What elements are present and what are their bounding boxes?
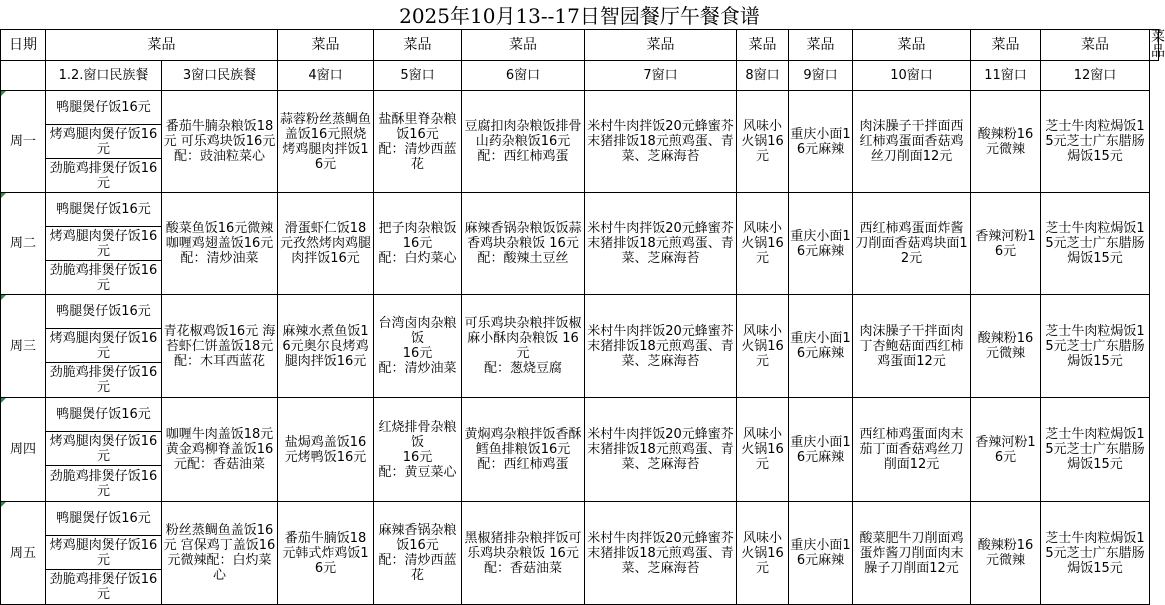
window12-item: 劲脆鸡排煲仔饭16元 (46, 261, 162, 295)
menu-text: 滑蛋虾仁饭18元孜然烤肉鸡腿肉拌饭16元 (279, 221, 371, 266)
menu-text: 芝士牛肉粒焗饭15元芝士广东腊肠焗饭15元 (1045, 119, 1145, 164)
menu-cell (278, 398, 374, 502)
header-row (1, 30, 1159, 61)
date-header: 日期 (1, 30, 46, 61)
menu-text: 香辣河粉16元 (975, 228, 1036, 259)
window12-item: 鸭腿煲仔饭16元 (46, 91, 162, 125)
menu-text: 芝士牛肉粒焗饭15元芝士广东腊肠焗饭15元 (1045, 221, 1145, 266)
menu-cell (737, 91, 789, 193)
menu-cell (789, 502, 853, 605)
menu-text: 盐焗鸡盖饭16元烤鸭饭16元 (284, 434, 367, 465)
menu-cell (853, 502, 971, 605)
menu-cell (1041, 398, 1150, 502)
menu-text: 番茄牛腩饭18元韩式炸鸡饭16元 (282, 530, 369, 576)
menu-text: 盐酥里脊杂粮饭16元 配：清炒西蓝花 (378, 111, 457, 172)
window12-item: 鸭腿煲仔饭16元 (46, 295, 162, 329)
menu-cell (971, 193, 1041, 295)
dish-header: 菜品 (1041, 30, 1150, 61)
menu-text: 红烧排骨杂粮饭 16元 配：黄豆菜心 (378, 419, 457, 480)
window-header: 5窗口 (374, 61, 462, 91)
menu-cell (162, 502, 278, 605)
menu-text: 可乐鸡块杂粮拌饭椒麻小酥肉杂粮饭 16元 配：葱烧豆腐 (464, 316, 582, 376)
dish-header: 菜品 (585, 30, 737, 61)
menu-cell (853, 91, 971, 193)
window12-item: 劲脆鸡排煲仔饭16元 (46, 570, 162, 605)
menu-text: 重庆小面16元麻辣 (790, 126, 851, 157)
menu-text: 风味小火锅16元 (741, 427, 784, 472)
dish-header: 菜品 (1151, 29, 1165, 60)
cell-marker (1, 295, 6, 300)
menu-text: 重庆小面16元麻辣 (790, 434, 851, 465)
day-label (1, 295, 46, 398)
day-row (1, 295, 1159, 329)
window-header: 12窗口 (1041, 61, 1150, 91)
dish-header: 菜品 (971, 30, 1041, 61)
menu-text: 酸菜肥牛刀削面鸡蛋炸酱刀削面肉末臊子刀削面12元 (859, 530, 964, 576)
menu-cell (374, 91, 462, 193)
menu-cell (853, 398, 971, 502)
menu-cell (737, 193, 789, 295)
menu-text: 黄焖鸡杂粮拌饭香酥鳕鱼排粮饭16元 配：西红柿鸡蛋 (464, 427, 582, 472)
window-header: 8窗口 (737, 61, 789, 91)
menu-text: 酸辣粉16元微辣 (977, 126, 1034, 157)
dish-header: 菜品 (374, 30, 462, 61)
menu-text: 番茄牛腩杂粮饭18元 可乐鸡块饭16元配：豉油粒菜心 (163, 119, 276, 164)
menu-text: 青花椒鸡饭16元 海苔虾仁饼盖饭18元配：木耳西蓝花 (163, 323, 276, 369)
window12-item: 鸭腿煲仔饭16元 (46, 193, 162, 227)
menu-cell (585, 193, 737, 295)
menu-cell (1041, 295, 1150, 398)
menu-text: 肉沫臊子干拌面西红柿鸡蛋面香菇鸡丝刀削面12元 (859, 119, 964, 164)
menu-cell (374, 502, 462, 605)
dish-header: 菜品 (789, 30, 853, 61)
menu-text: 米村牛肉拌饭20元蜂蜜芥末猪排饭18元煎鸡蛋、青菜、芝麻海苔 (587, 221, 734, 266)
menu-cell (278, 91, 374, 193)
dish-header: 菜品 (462, 30, 585, 61)
cell-marker (1, 502, 6, 507)
menu-text: 粉丝蒸鲷鱼盖饭16元 宫保鸡丁盖饭16元微辣配：白灼菜心 (163, 523, 276, 583)
window12-item: 烤鸡腿肉煲仔饭16元 (46, 329, 162, 363)
window-header: 6窗口 (462, 61, 585, 91)
menu-cell (789, 193, 853, 295)
menu-text: 重庆小面16元麻辣 (790, 538, 851, 568)
day-text: 周五 (9, 545, 36, 561)
window-header: 1.2.窗口民族餐 (46, 61, 162, 91)
day-label (1, 91, 46, 193)
window12-item: 劲脆鸡排煲仔饭16元 (46, 466, 162, 502)
menu-cell (374, 193, 462, 295)
menu-text: 西红柿鸡蛋面炸酱刀削面香菇鸡块面12元 (855, 221, 968, 266)
day-row (1, 398, 1159, 432)
menu-cell (971, 91, 1041, 193)
lunch-menu-table (0, 29, 1165, 605)
menu-cell (971, 398, 1041, 502)
menu-text: 米村牛肉拌饭20元蜂蜜芥末猪排饭18元煎鸡蛋、青菜、芝麻海苔 (587, 427, 734, 472)
day-row (1, 502, 1159, 536)
menu-text: 米村牛肉拌饭20元蜂蜜芥末猪排饭18元煎鸡蛋、青菜、芝麻海苔 (587, 119, 734, 164)
window-header: 11窗口 (971, 61, 1041, 91)
window-header: 10窗口 (853, 61, 971, 91)
menu-text: 酸辣粉16元微辣 (977, 538, 1034, 568)
window-header: 4窗口 (278, 61, 374, 91)
day-row (1, 193, 1159, 227)
menu-text: 风味小火锅16元 (741, 323, 784, 369)
menu-text: 西红柿鸡蛋面肉末茄丁面香菇鸡丝刀削面12元 (859, 427, 964, 472)
menu-cell (462, 502, 585, 605)
menu-cell (789, 91, 853, 193)
menu-cell (374, 295, 462, 398)
menu-text: 麻辣水煮鱼饭16元奥尔良烤鸡腿肉拌饭16元 (282, 323, 369, 369)
day-text: 周一 (9, 134, 36, 149)
day-label (1, 398, 46, 502)
menu-text: 豆腐扣肉杂粮饭排骨山药杂粮饭16元 配：西红柿鸡蛋 (464, 119, 582, 164)
cell-marker (1, 91, 6, 96)
menu-cell (971, 502, 1041, 605)
dish-header: 菜品 (853, 30, 971, 61)
dish-header: 菜品 (46, 30, 278, 61)
menu-text: 把子肉杂粮饭 16元 配：白灼菜心 (378, 221, 457, 266)
menu-text: 风味小火锅16元 (741, 221, 784, 266)
menu-cell (162, 295, 278, 398)
menu-cell (789, 295, 853, 398)
menu-text: 芝士牛肉粒焗饭15元芝士广东腊肠焗饭15元 (1045, 323, 1145, 369)
menu-text: 酸辣粉16元微辣 (977, 331, 1034, 361)
menu-cell (278, 193, 374, 295)
menu-cell (162, 193, 278, 295)
dish-header: 菜品 (737, 30, 789, 61)
window12-item: 劲脆鸡排煲仔饭16元 (46, 159, 162, 193)
menu-cell (1041, 91, 1150, 193)
menu-cell (462, 398, 585, 502)
window-header: 7窗口 (585, 61, 737, 91)
window12-item: 烤鸡腿肉煲仔饭16元 (46, 125, 162, 159)
window-header: 9窗口 (789, 61, 853, 91)
cell-marker (1, 398, 6, 403)
day-text: 周三 (9, 338, 36, 354)
menu-cell (585, 398, 737, 502)
menu-cell (585, 91, 737, 193)
menu-cell (971, 295, 1041, 398)
menu-text: 肉沫臊子干拌面肉丁杏鲍菇面西红柿鸡蛋面12元 (859, 323, 964, 369)
menu-text: 米村牛肉拌饭20元蜂蜜芥末猪排饭18元煎鸡蛋、青菜、芝麻海苔 (587, 530, 734, 576)
menu-text: 咖喱牛肉盖饭18元黄金鸡柳脊盖饭16元配：香菇油菜 (165, 427, 274, 472)
menu-text: 重庆小面16元麻辣 (790, 228, 851, 259)
menu-cell (853, 295, 971, 398)
window12-item: 鸭腿煲仔饭16元 (46, 398, 162, 432)
menu-title: 2025年10月13--17日智园餐厅午餐食谱 (399, 4, 760, 28)
menu-text: 台湾卤肉杂粮饭 16元 配：清炒油菜 (378, 316, 457, 376)
menu-cell (737, 502, 789, 605)
date-subheader-blank (1, 61, 46, 91)
menu-cell (853, 193, 971, 295)
menu-cell (278, 502, 374, 605)
day-label (1, 193, 46, 295)
menu-cell (374, 398, 462, 502)
menu-text: 麻辣香锅杂粮饭饭蒜香鸡块杂粮饭 16元 配：酸辣土豆丝 (464, 221, 582, 266)
menu-cell (1041, 193, 1150, 295)
menu-text: 黑椒猪排杂粮拌饭可乐鸡块杂粮饭 16元 配：香菇油菜 (464, 530, 582, 576)
window12-item: 烤鸡腿肉煲仔饭16元 (46, 227, 162, 261)
menu-cell (585, 502, 737, 605)
menu-cell (462, 193, 585, 295)
menu-text: 香辣河粉16元 (975, 434, 1036, 465)
menu-text: 蒜蓉粉丝蒸鲷鱼盖饭16元照烧烤鸡腿肉拌饭16元 (279, 111, 371, 172)
menu-cell (1041, 502, 1150, 605)
day-text: 周二 (9, 236, 36, 251)
day-label (1, 502, 46, 605)
window-header: 3窗口民族餐 (162, 61, 278, 91)
day-text: 周四 (9, 442, 36, 457)
menu-text: 风味小火锅16元 (741, 119, 784, 164)
menu-text: 芝士牛肉粒焗饭15元芝士广东腊肠焗饭15元 (1045, 530, 1145, 576)
day-row (1, 91, 1159, 125)
menu-text: 重庆小面16元麻辣 (790, 331, 851, 361)
menu-cell (162, 91, 278, 193)
menu-cell (737, 398, 789, 502)
menu-text: 酸菜鱼饭16元微辣咖喱鸡翅盖饭16元配：清炒油菜 (165, 221, 274, 266)
menu-cell (789, 398, 853, 502)
menu-text: 芝士牛肉粒焗饭15元芝士广东腊肠焗饭15元 (1045, 427, 1145, 472)
menu-cell (278, 295, 374, 398)
menu-text: 麻辣香锅杂粮饭16元 配：清炒西蓝花 (378, 523, 457, 583)
menu-cell (462, 295, 585, 398)
menu-text: 米村牛肉拌饭20元蜂蜜芥末猪排饭18元煎鸡蛋、青菜、芝麻海苔 (587, 323, 734, 369)
menu-cell (737, 295, 789, 398)
menu-cell (585, 295, 737, 398)
window-row (1, 61, 1159, 91)
window12-item: 烤鸡腿肉煲仔饭16元 (46, 432, 162, 466)
cell-marker (1, 193, 6, 198)
menu-text: 风味小火锅16元 (741, 530, 784, 576)
window12-item: 鸭腿煲仔饭16元 (46, 502, 162, 536)
window12-item: 烤鸡腿肉煲仔饭16元 (46, 536, 162, 570)
menu-cell (162, 398, 278, 502)
menu-cell (462, 91, 585, 193)
dish-header: 菜品 (278, 30, 374, 61)
window12-item: 劲脆鸡排煲仔饭16元 (46, 363, 162, 398)
